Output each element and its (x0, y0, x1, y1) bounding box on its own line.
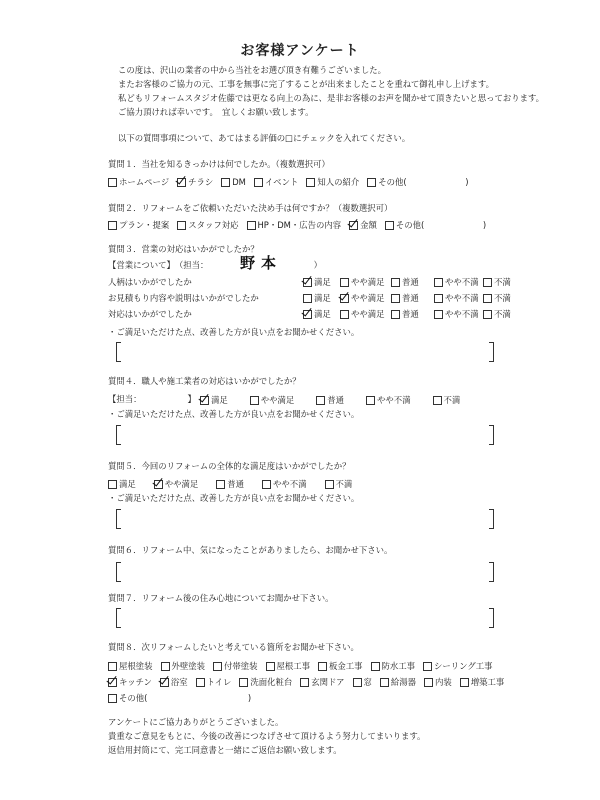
checkbox[interactable] (349, 221, 358, 230)
checkbox[interactable] (367, 178, 376, 187)
q4-rating-option[interactable] (250, 394, 295, 406)
q3-rating-label: 普通 (402, 309, 419, 319)
q8-option[interactable] (108, 692, 251, 704)
q8-option-label: 玄関ドア (311, 677, 345, 687)
q4-section-label: 【担当： 】 (108, 394, 196, 404)
q8-option-label: 付帯塗装 (224, 661, 258, 671)
checkbox[interactable] (340, 294, 349, 303)
q3-rating-option[interactable] (483, 292, 511, 304)
q8-option-label: 内装 (435, 677, 452, 687)
q3-rating-option[interactable] (303, 276, 331, 288)
q2-option-label: スタッフ対応 (188, 220, 239, 230)
q3-section-prefix: 【営業について】 （担当： (108, 260, 209, 270)
q5-comment-prompt: ・ご満足いただけた点、改善した方が良い点をお聞かせください。 (108, 493, 360, 503)
q2-option[interactable] (108, 219, 169, 231)
q8-option[interactable] (423, 660, 492, 672)
q8-option-label: 洗面化粧台 (250, 677, 293, 687)
checkbox[interactable] (108, 662, 117, 671)
q2-option[interactable] (349, 219, 377, 231)
q3-rating-option[interactable] (391, 308, 419, 320)
q3-rating-option[interactable] (340, 292, 385, 304)
q8-option-label: 屋根工事 (276, 661, 310, 671)
checkbox[interactable] (424, 678, 433, 687)
checkbox[interactable] (300, 678, 309, 687)
q4-rating-label: 不満 (443, 395, 461, 405)
checkbox[interactable] (250, 396, 259, 405)
q3-rating-label: やや満足 (351, 277, 385, 287)
q2-option-label: プラン・提案 (119, 220, 170, 230)
q2-option-label: HP・DM・広告の内容 (257, 220, 342, 230)
q3-rating-label: 不満 (494, 277, 511, 287)
q2-option[interactable] (247, 219, 342, 231)
checkbox[interactable] (108, 694, 117, 703)
q8-option[interactable] (318, 660, 363, 672)
intro-line-1: この度は、沢山の業者の中から当社をお選び頂き有難うございました。 (118, 65, 386, 75)
q8-option[interactable] (371, 660, 416, 672)
q8-options-row-3 (108, 692, 259, 704)
q6-comment-field[interactable] (116, 562, 494, 580)
q1-option[interactable] (177, 176, 213, 188)
q4-question: 質問４．職人や施工業者の対応はいかがでしたか？ (108, 376, 301, 386)
checkbox[interactable] (483, 278, 492, 287)
checkbox[interactable] (434, 310, 443, 319)
checkbox[interactable] (262, 480, 271, 489)
q3-rating-label: 満足 (314, 293, 331, 303)
q8-option-label: 増築工事 (470, 677, 505, 687)
q5-rating-option[interactable] (325, 478, 353, 490)
checkbox[interactable] (380, 678, 389, 687)
q8-option-label: 窓 (363, 677, 372, 687)
q8-question: 質問８．次リフォームしたいと考えている箇所をお聞かせ下さい。 (108, 642, 359, 652)
q3-row-label: お見積もり内容や説明はいかがでしたか (108, 293, 259, 303)
q7-question: 質問７．リフォーム後の住み心地についてお聞かせ下さい。 (108, 593, 334, 603)
q4-comment-prompt: ・ご満足いただけた点、改善した方が良い点をお聞かせください。 (108, 409, 360, 419)
q5-rating-option[interactable] (262, 478, 307, 490)
instruction: 以下の質問事項について、あてはまる評価の□にチェックを入れてください。 (118, 133, 411, 143)
checkbox[interactable] (434, 278, 443, 287)
q8-option-label: 浴室 (170, 677, 188, 687)
checkbox[interactable] (434, 294, 443, 303)
checkbox[interactable] (353, 678, 362, 687)
q3-rating-label: やや満足 (351, 309, 385, 319)
q3-rating-option[interactable] (340, 276, 385, 288)
q5-rating-option[interactable] (154, 478, 199, 490)
q5-rating-label: 普通 (227, 479, 244, 489)
checkbox[interactable] (325, 480, 334, 489)
q1-option[interactable] (254, 176, 299, 188)
closing-line-2: 貴重なご意見をもとに、今後の改善につなげさせて頂けるよう努力してまいります。 (108, 731, 426, 741)
q4-rating-option[interactable] (366, 394, 411, 406)
q3-rating-option[interactable] (434, 276, 479, 288)
q2-option-label: 金額 (360, 220, 377, 230)
q4-rating-option[interactable] (433, 394, 461, 406)
q3-question: 質問３．営業の対応はいかがでしたか？ (108, 244, 259, 254)
q8-option-label: キッチン (119, 677, 152, 687)
q1-option-label: その他( ) (378, 177, 469, 187)
checkbox[interactable] (108, 678, 117, 687)
q5-rating-label: やや満足 (164, 479, 199, 489)
q5-comment-field[interactable] (116, 509, 494, 527)
checkbox[interactable] (340, 310, 349, 319)
closing-line-3: 返信用封筒にて、完工同意書と一緒にご返信お願い致します。 (108, 745, 342, 755)
q8-option[interactable] (196, 676, 232, 688)
q6-question: 質問６．リフォーム中、気になったことがありましたら、お聞かせ下さい。 (108, 545, 393, 555)
checkbox[interactable] (239, 678, 248, 687)
checkbox[interactable] (303, 310, 312, 319)
q8-option[interactable] (424, 676, 452, 688)
checkbox[interactable] (371, 662, 380, 671)
checkbox[interactable] (221, 178, 230, 187)
q8-option[interactable] (108, 676, 152, 688)
q3-rating-label: やや不満 (445, 293, 479, 303)
closing-line-1: アンケートにご協力ありがとうございました。 (108, 717, 284, 727)
q3-rating-label: やや不満 (445, 309, 479, 319)
q7-comment-field[interactable] (116, 608, 494, 626)
q8-option-label: 板金工事 (329, 661, 363, 671)
q3-rating-label: 普通 (402, 277, 419, 287)
checkbox[interactable] (306, 178, 315, 187)
q8-option-label: シーリング工事 (434, 661, 493, 671)
q5-question: 質問５．今回のリフォームの全体的な満足度はいかがでしたか？ (108, 461, 351, 471)
q3-rating-label: 満足 (314, 277, 331, 287)
checkbox[interactable] (254, 178, 263, 187)
checkbox[interactable] (108, 221, 117, 230)
q3-rating-option[interactable] (483, 308, 511, 320)
q3-comment-prompt: ・ご満足いただけた点、改善した方が良い点をお聞かせください。 (108, 327, 360, 337)
q3-rating-grid (108, 276, 511, 324)
q8-option[interactable] (380, 676, 416, 688)
checkbox[interactable] (177, 178, 186, 187)
q3-rating-option[interactable] (303, 292, 331, 304)
checkbox[interactable] (316, 396, 325, 405)
q8-option[interactable] (161, 660, 206, 672)
checkbox[interactable] (391, 278, 400, 287)
q3-rating-label: 満足 (314, 309, 331, 319)
checkbox[interactable] (160, 678, 169, 687)
q8-options-row-1 (108, 660, 500, 672)
q8-option-label: 屋根塗装 (119, 661, 153, 671)
q8-option-label: トイレ (206, 677, 232, 687)
checkbox[interactable] (423, 662, 432, 671)
q3-rating-label: 不満 (494, 293, 511, 303)
q1-option[interactable] (108, 176, 169, 188)
checkbox[interactable] (200, 396, 209, 405)
intro-line-3: 私どもリフォームスタジオ佐藤では更なる向上の為に、是非お客様のお声を聞かせて頂きたいと思っております。 (118, 93, 545, 103)
q3-rating-option[interactable] (391, 292, 419, 304)
q5-rating-option[interactable] (216, 478, 244, 490)
q1-option-label: 知人の紹介 (317, 177, 360, 187)
checkbox[interactable] (303, 294, 312, 303)
q5-rating-scale (108, 478, 370, 490)
checkbox[interactable] (366, 396, 375, 405)
page-title: お客様アンケート (240, 43, 360, 59)
q3-rating-option[interactable] (434, 308, 479, 320)
q3-row-label: 対応はいかがでしたか (108, 309, 192, 319)
checkbox[interactable] (303, 278, 312, 287)
checkbox[interactable] (266, 662, 275, 671)
q5-rating-label: やや不満 (273, 479, 307, 489)
q8-option[interactable] (160, 676, 188, 688)
q4-rating-option[interactable] (200, 394, 228, 406)
q8-option[interactable] (353, 676, 372, 688)
q2-option[interactable] (177, 219, 238, 231)
q3-section-close: ） (313, 260, 323, 270)
q5-rating-label: 満足 (119, 479, 136, 489)
checkbox[interactable] (483, 310, 492, 319)
checkbox[interactable] (483, 294, 492, 303)
checkbox[interactable] (196, 678, 205, 687)
q8-option[interactable] (300, 676, 344, 688)
q2-question: 質問２．リフォームをご依頼いただいた決め手は何ですか？（複数選択可） (108, 203, 393, 213)
checkbox[interactable] (177, 221, 186, 230)
q3-rating-option[interactable] (340, 308, 385, 320)
q3-staff-name-handwritten: 野本 (240, 254, 283, 272)
q3-rating-option[interactable] (483, 276, 511, 288)
q4-rating-label: やや満足 (260, 395, 295, 405)
q8-option[interactable] (239, 676, 292, 688)
q1-option[interactable] (221, 177, 246, 187)
q5-rating-option[interactable] (108, 478, 136, 490)
q8-option[interactable] (460, 676, 505, 688)
checkbox[interactable] (340, 278, 349, 287)
q8-option-label: 給湯器 (390, 677, 417, 687)
q4-rating-label: 普通 (327, 395, 344, 405)
q4-rating-option[interactable] (316, 394, 344, 406)
checkbox[interactable] (391, 310, 400, 319)
checkbox[interactable] (247, 221, 256, 230)
q3-rating-label: 不満 (494, 309, 511, 319)
q2-option-label: その他( ) (395, 220, 487, 230)
checkbox[interactable] (213, 662, 222, 671)
checkbox[interactable] (154, 480, 163, 489)
q4-comment-field[interactable] (116, 425, 494, 443)
q1-option-label: DM (232, 177, 246, 187)
q5-rating-label: 不満 (335, 479, 353, 489)
q3-section-label (108, 259, 322, 272)
q1-option-label: チラシ (188, 177, 214, 187)
intro-line-4: ご協力頂ければ幸いです。 宜しくお願い致します。 (118, 107, 314, 117)
q3-comment-field[interactable] (116, 342, 494, 360)
q8-option[interactable] (108, 660, 153, 672)
q3-rating-option[interactable] (391, 276, 419, 288)
checkbox[interactable] (433, 396, 442, 405)
q1-options (108, 176, 477, 188)
q4-rating-scale (200, 394, 482, 406)
q8-option[interactable] (213, 660, 258, 672)
q8-option-label: 外壁塗装 (171, 661, 205, 671)
q3-rating-label: やや不満 (445, 277, 479, 287)
q8-option[interactable] (266, 660, 311, 672)
q1-question: 質問１．当社を知るきっかけは何でしたか。（複数選択可） (108, 159, 330, 169)
intro-line-2: またお客様のご協力の元、工事を無事に完了することが出来ましたことを重ねて御礼申し上げます。 (118, 79, 494, 89)
q3-rating-option[interactable] (434, 292, 479, 304)
q3-row-label: 人柄はいかがでしたか (108, 277, 192, 287)
checkbox[interactable] (391, 294, 400, 303)
q8-options-row-2 (108, 676, 512, 688)
q1-option-label: ホームページ (119, 177, 170, 187)
q3-rating-label: やや満足 (351, 293, 385, 303)
q1-option[interactable] (306, 176, 359, 188)
checkbox[interactable] (108, 178, 117, 187)
checkbox[interactable] (216, 480, 225, 489)
q3-rating-label: 普通 (402, 293, 419, 303)
checkbox[interactable] (385, 221, 394, 230)
q4-rating-label: やや不満 (377, 395, 411, 405)
q4-rating-label: 満足 (211, 395, 228, 405)
q1-option[interactable] (367, 176, 468, 188)
q2-option[interactable] (385, 219, 486, 231)
q1-option-label: イベント (264, 177, 299, 187)
q2-options (108, 219, 494, 231)
checkbox[interactable] (108, 480, 117, 489)
checkbox[interactable] (161, 662, 170, 671)
q8-option-label: 防水工事 (381, 661, 415, 671)
q3-rating-option[interactable] (303, 308, 331, 320)
q8-option-label: その他( ) (119, 693, 252, 703)
checkbox[interactable] (460, 678, 469, 687)
checkbox[interactable] (318, 662, 327, 671)
